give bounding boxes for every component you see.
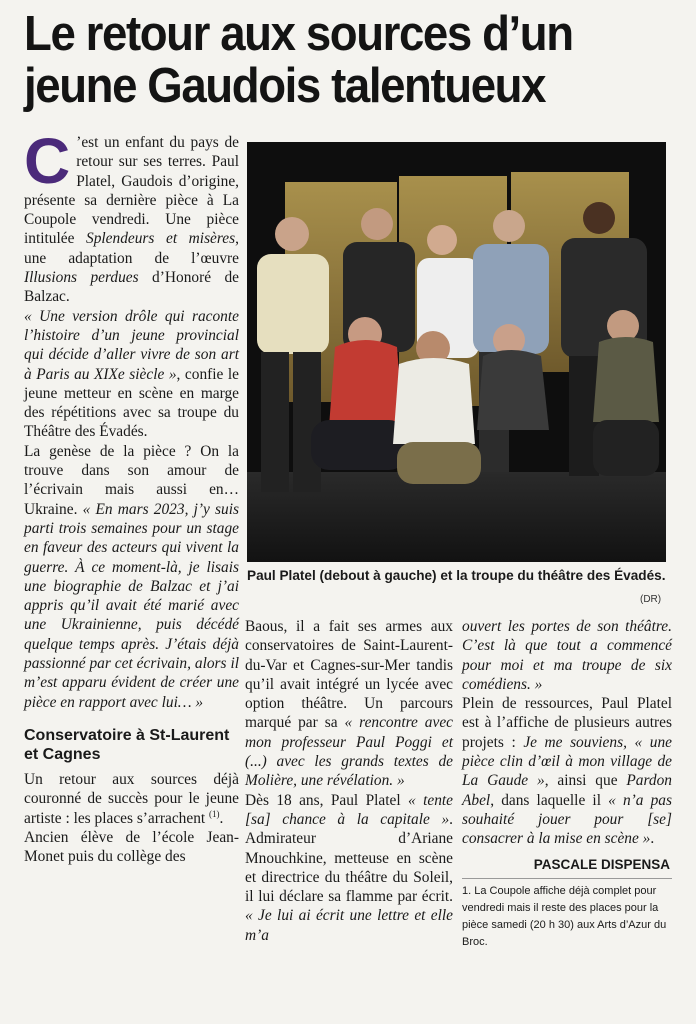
photo-caption: Paul Platel (debout à gauche) et la troupe du théâtre des Évadés. — [247, 568, 666, 583]
paragraph-quote: « Une version drôle qui raconte l’histoire d’un jeune provincial qui décide d’aller vivre de son art à Paris au XIXe siècle », confie le jeune metteur en scène en marge des répétitions avec sa troupe du Théâtre des Évadés. — [24, 307, 239, 441]
paragraph-intro: C ’est un enfant du pays de retour sur ses terres. Paul Platel, Gaudois d’origine, présente sa dernière pièce à La Coupole vendredi. Une pièce intitulée Splendeurs et misères, une adaptation de l’œuvre Illusions perdues d’Honoré de Balzac. — [24, 125, 240, 306]
work-title: Illusions perdues — [24, 269, 139, 287]
footnote-ref: (1) — [209, 808, 220, 819]
dropcap: C — [24, 125, 71, 197]
subheading: Conservatoire à St-Laurent et Cagnes — [24, 726, 230, 763]
footnote: 1. La Coupole affiche déjà complet pour vendredi mais il reste des places pour la pièce samedi (20 h 30) aux Arts d’Azur du Broc. — [462, 878, 672, 951]
article-column-1 — [24, 125, 240, 866]
article-column-3 — [462, 617, 672, 951]
paragraph-training: Baous, il a fait ses armes aux conservatoires de Saint-Laurent-du-Var et Cagnes-sur-Mer tandis qu’il avait intégré un lycée avec option théâtre. Un parcours marqué par sa « rencontre avec mon professeur Paul Poggi et (...) avec les grands textes de Molière, une révélation. » — [245, 618, 453, 790]
headline: Le retour aux sources d’un jeune Gaudois talentueux — [24, 7, 573, 113]
troupe-photo — [247, 142, 666, 562]
troupe-photo-illustration — [247, 142, 666, 562]
paragraph-genesis: La genèse de la pièce ? On la trouve dans son amour de l’écrivain mais aussi en… Ukraine. « En mars 2023, j’y suis parti trois semaines pour un stage en faveur des acteurs qui vivent la guerre. À ce moment-là, je lisais une biographie de Balzac et j’ai appris qu’il avait été marié avec une Ukrainienne, puis décédé quelque temps après. J’étais déjà passionné par cet écrivain, alors il m’est apparu évident de créer une pièce en rapport avec lui… » — [24, 442, 240, 711]
paragraph-continuation: ouvert les portes de son théâtre. C’est là que tout a commencé pour moi et ma troupe de six comédiens. » — [462, 618, 672, 693]
paragraph-projects: Plein de ressources, Paul Platel est à l’affiche de plusieurs autres projets : Je me souviens, « une pièce clin d’œil à mon village de La Gaude », ainsi que Pardon Abel, dans laquelle il « n’a pas souhaité jouer pour [se] consacrer à la mise en scène ». — [462, 695, 672, 848]
article-column-2 — [245, 617, 453, 945]
author-byline: PASCALE DISPENSA — [533, 856, 670, 872]
paragraph-success: Un retour aux sources déjà couronné de succès pour le jeune artiste : les places s’arrachent $^{(1)}$. — [24, 770, 239, 827]
paragraph-education: Ancien élève de l’école Jean-Monet puis du collège des — [24, 828, 239, 866]
photo-credit: (DR) — [640, 594, 662, 605]
play-title: Splendeurs et misères — [86, 230, 236, 248]
paragraph-paris: Dès 18 ans, Paul Platel « tente [sa] chance à la capitale ». Admirateur d’Ariane Mnouchkine, metteuse en scène et directrice du théâtre du Soleil, il lui déclare sa flamme par écrit. « Je lui ai écrit une lettre et elle m’a — [245, 791, 454, 944]
